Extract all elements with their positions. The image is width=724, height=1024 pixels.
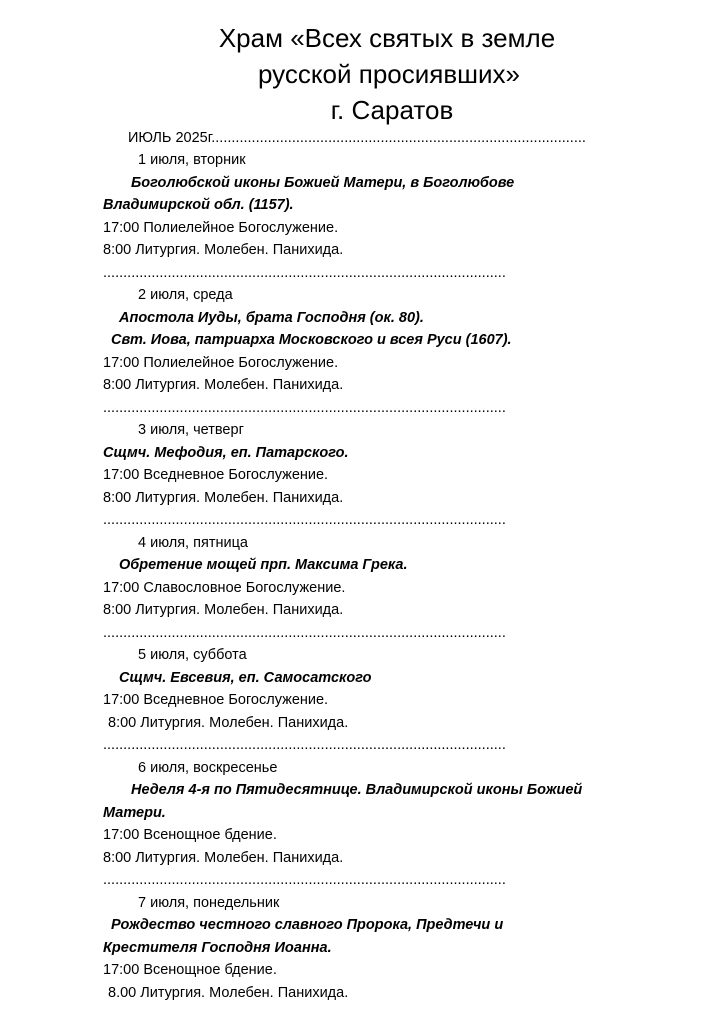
day-date: 7 июля, понедельник [138, 894, 280, 911]
service-evening: 17:00 Полиелейное Богослужение. [103, 219, 339, 236]
title-line-2: русской просиявших» [257, 59, 520, 89]
dotted-separator: .................................................................................................... [103, 264, 506, 281]
dotted-separator: .................................................................................................... [103, 624, 506, 641]
feast-line: Боголюбской иконы Божией Матери, в Боголюбове [131, 174, 515, 191]
church-title [0, 20, 724, 128]
day-entry [103, 284, 693, 419]
title-line-1: Храм «Всех святых в земле [218, 23, 556, 53]
day-entry [103, 419, 693, 532]
feast-line: Рождество честного славного Пророка, Предтечи и [111, 917, 504, 933]
feast-line: Крестителя Господня Иоанна. [103, 939, 332, 956]
day-date: 6 июля, воскресенье [138, 759, 278, 776]
service-evening: 17:00 Вседневное Богослужение. [103, 692, 329, 708]
dotted-separator: .................................................................................................... [103, 512, 506, 528]
dotted-separator: .................................................................................................... [103, 399, 506, 416]
service-morning: 8:00 Литургия. Молебен. Панихида. [103, 377, 344, 393]
feast-name [103, 914, 693, 959]
feast-line: Владимирской обл. (1157). [103, 197, 294, 213]
day-date: 1 июля, вторник [138, 152, 246, 168]
service-morning: 8:00 Литургия. Молебен. Панихида. [103, 242, 344, 258]
feast-name [103, 667, 693, 690]
feast-line: Свт. Иова, патриарха Московского и всея Руси (1607). [111, 332, 512, 348]
service-morning: 8:00 Литургия. Молебен. Панихида. [108, 714, 349, 731]
day-date: 2 июля, среда [138, 287, 233, 303]
day-entry [103, 892, 693, 1005]
service-evening: 17:00 Всенощное бдение. [103, 827, 277, 843]
feast-name [103, 554, 693, 577]
day-date: 3 июля, четверг [138, 422, 244, 438]
day-date: 4 июля, пятница [138, 534, 248, 551]
service-morning: 8:00 Литургия. Молебен. Панихида. [103, 849, 344, 866]
month-heading: ИЮЛЬ 2025г............................................................................................. [128, 130, 586, 146]
service-morning: 8:00 Литургия. Молебен. Панихида. [103, 602, 344, 618]
feast-line: Обретение мощей прп. Максима Грека. [119, 557, 408, 573]
dotted-separator: .................................................................................................... [103, 737, 506, 753]
service-morning: 8.00 Литургия. Молебен. Панихида. [108, 984, 349, 1001]
feast-name [103, 779, 693, 824]
service-morning: 8:00 Литургия. Молебен. Панихида. [103, 489, 344, 506]
service-evening: 17:00 Славословное Богослужение. [103, 579, 346, 596]
feast-line: Сщмч. Евсевия, еп. Самосатского [119, 669, 372, 686]
title-line-city: г. Саратов [330, 95, 454, 125]
service-evening: 17:00 Полиелейное Богослужение. [103, 354, 339, 371]
feast-line: Матери. [103, 804, 166, 821]
day-entry [103, 644, 693, 757]
feast-line: Неделя 4-я по Пятидесятнице. Владимирской иконы Божией [131, 782, 583, 798]
feast-name [103, 172, 693, 217]
feast-name [103, 442, 693, 465]
day-entry [103, 149, 693, 284]
day-entry [103, 757, 693, 892]
service-evening: 17:00 Всенощное бдение. [103, 962, 277, 978]
dotted-separator: .................................................................................................... [103, 872, 506, 888]
feast-name [103, 307, 693, 352]
day-entry [103, 532, 693, 645]
feast-line: Апостола Иуды, брата Господня (ок. 80). [119, 309, 424, 326]
schedule [103, 149, 693, 1004]
service-evening: 17:00 Вседневное Богослужение. [103, 467, 329, 483]
day-date: 5 июля, суббота [138, 647, 247, 663]
feast-line: Сщмч. Мефодия, еп. Патарского. [103, 444, 349, 461]
